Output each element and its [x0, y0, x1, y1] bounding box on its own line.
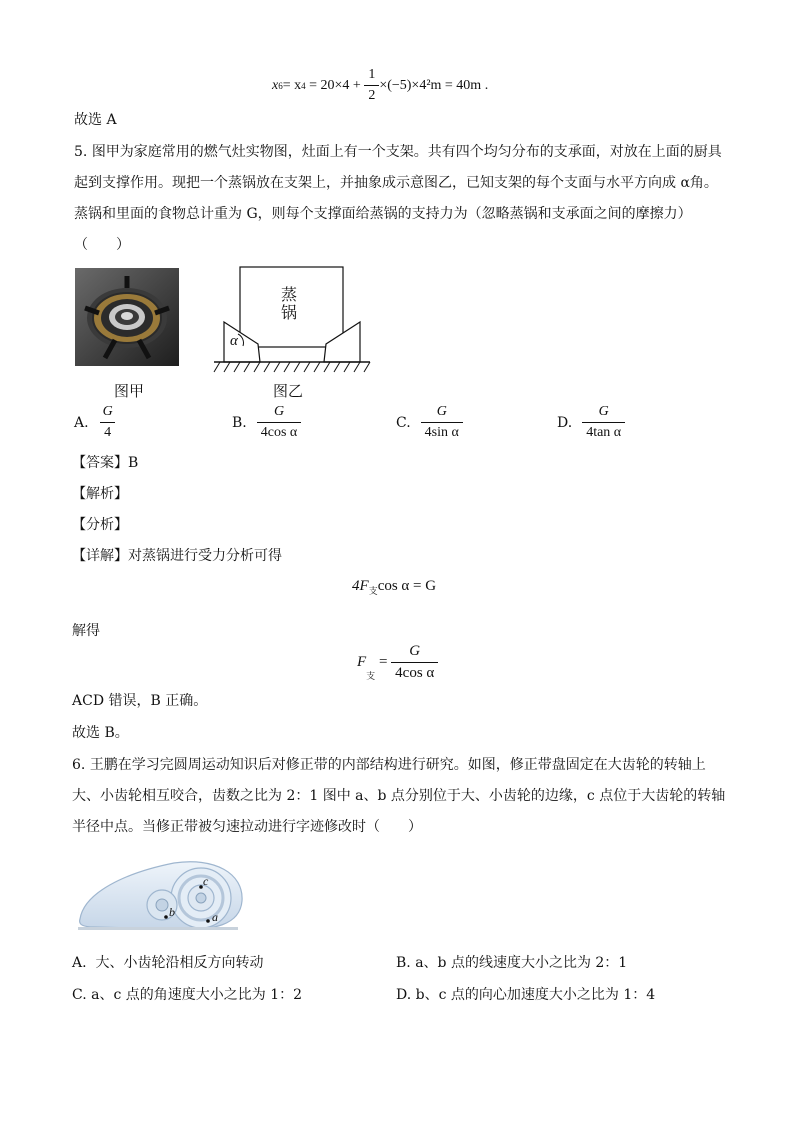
option-den: 4sin α: [421, 422, 463, 441]
eq-part2: ×(−5)×4²m = 40m .: [379, 77, 489, 93]
eq-frac-num: 1: [368, 67, 376, 82]
q6-text-line3: 半径中点。当修正带被匀速拉动进行字迹修改时（ ）: [72, 819, 422, 835]
q5-line1: [74, 141, 722, 161]
fig-jia-caption: 图甲: [114, 382, 145, 400]
q5-option-c[interactable]: [396, 404, 463, 441]
eq-mid: = x: [282, 77, 302, 93]
eq-frac-den: 2: [364, 85, 379, 104]
option-num: G: [598, 404, 609, 419]
q6-text-line2: 大、小齿轮相互咬合，齿数之比为 2：1 图中 a、b 点分别位于大、小齿轮的边缘，c 点位于大齿轮的转轴: [72, 788, 726, 804]
option-num: G: [102, 404, 113, 419]
q5-conclusion: 故选 B。: [72, 725, 129, 741]
eq2-den: 4cos α: [391, 662, 438, 682]
solve-label: 解得: [72, 623, 100, 639]
option-den: 4cos α: [257, 422, 302, 441]
correction-tape-image: [74, 853, 246, 935]
label-c: c: [203, 874, 209, 888]
option-fraction: [421, 404, 463, 441]
stove-photo: [75, 268, 179, 366]
q6-text-line1: 王鹏在学习完圆周运动知识后对修正带的内部结构进行研究。如图，修正带盘固定在大齿轮的转轴上: [89, 757, 706, 773]
option-letter: A.: [74, 414, 89, 431]
detail-tag: 【详解】: [72, 548, 128, 564]
q5-text-line2: 起到支撑作用。现把一个蒸锅放在支架上，并抽象成示意图乙，已知支架的每个支面与水平方向成 α角。: [74, 175, 718, 191]
eq2-lhs: F: [357, 654, 367, 670]
answer-tag: 【答案】: [72, 455, 128, 471]
eq-sub-4: 4: [301, 80, 306, 91]
answer-line: [72, 452, 138, 472]
eq2-num: G: [409, 643, 421, 659]
equation-1: [352, 578, 436, 597]
judgement: ACD 错误，B 正确。: [72, 693, 208, 709]
q5-text-line3: 蒸锅和里面的食物总计重为 G，则每个支撑面给蒸锅的支持力为（忽略蒸锅和支承面之间的摩擦力）: [74, 206, 692, 222]
option-fraction: [582, 404, 625, 441]
prev-conclusion: 故选 A: [74, 112, 117, 128]
analysis-tag: 【解析】: [72, 486, 128, 502]
option-letter: C.: [396, 414, 411, 431]
eq1-coef: 4F: [352, 578, 369, 594]
option-den: 4tan α: [582, 422, 625, 441]
eq-sub-6: 6: [278, 80, 283, 91]
pot-label-1: 蒸: [281, 285, 298, 304]
pot-label-2: 锅: [281, 303, 298, 322]
eq-fraction: [364, 67, 379, 104]
option-letter: D.: [557, 414, 573, 431]
eq1-sub: 支: [368, 587, 378, 597]
label-b: b: [169, 905, 175, 919]
q6-option-d[interactable]: D. b、c 点的向心加速度大小之比为 1：4: [396, 987, 656, 1003]
q6-option-b[interactable]: B. a、b 点的线速度大小之比为 2：1: [396, 955, 628, 971]
eq-part1: = 20×4 +: [305, 77, 365, 93]
option-den: 4: [100, 422, 115, 441]
option-num: G: [436, 404, 447, 419]
q5-option-d[interactable]: [557, 404, 625, 441]
equation-2: [357, 643, 438, 682]
q6-line1: [72, 754, 706, 774]
q6-number: 6.: [72, 757, 86, 773]
label-a: a: [212, 910, 218, 924]
detail-text: 对蒸锅进行受力分析可得: [128, 548, 282, 564]
fig-yi-caption: 图乙: [273, 382, 304, 400]
q5-option-b[interactable]: [232, 404, 301, 441]
q5-paren: （ ）: [74, 237, 130, 253]
eq2-sub: 支: [366, 672, 376, 682]
detail-line: [72, 545, 282, 565]
eq-x: x: [272, 77, 279, 93]
fenxi-tag: 【分析】: [72, 517, 128, 533]
answer-value: B: [128, 455, 139, 471]
option-num: G: [273, 404, 285, 419]
q6-option-c[interactable]: C. a、c 点的角速度大小之比为 1：2: [72, 987, 303, 1003]
q5-text-line1: 图甲为家庭常用的燃气灶实物图，灶面上有一个支架。共有四个均匀分布的支承面，对放在上面的厨具: [91, 144, 722, 160]
q6-option-a[interactable]: A. 大、小齿轮沿相反方向转动: [72, 955, 264, 971]
option-letter: B.: [232, 414, 247, 431]
alpha-label: α: [230, 333, 238, 349]
option-fraction: [257, 404, 302, 441]
eq1-rest: cos α = G: [377, 578, 437, 594]
q5-number: 5.: [74, 144, 88, 160]
option-fraction: [99, 404, 117, 441]
q5-option-a[interactable]: [74, 404, 117, 441]
eq2-eq: =: [375, 654, 392, 670]
previous-equation: [272, 67, 488, 104]
eq2-fraction: [391, 643, 438, 682]
